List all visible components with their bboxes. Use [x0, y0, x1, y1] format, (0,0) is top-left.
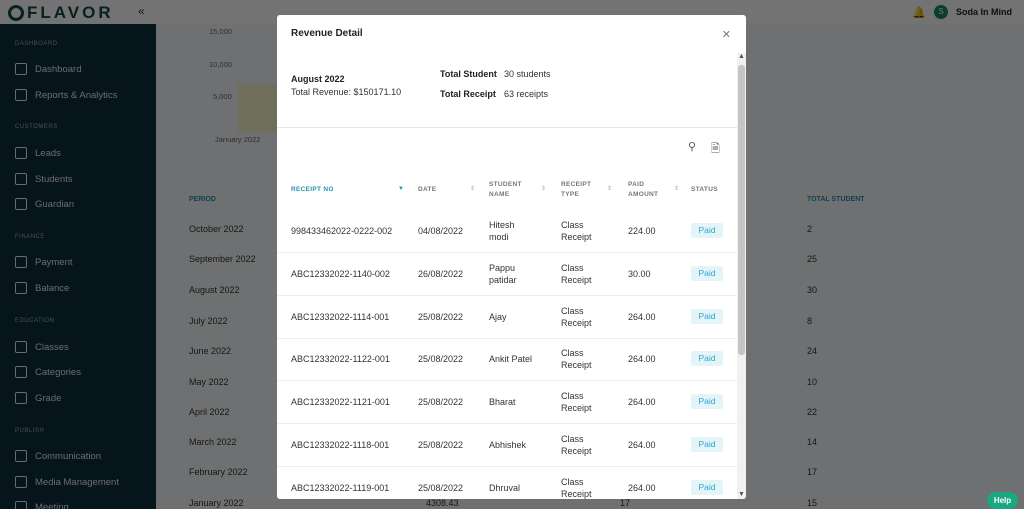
student-name: Ajay	[489, 312, 507, 322]
status-badge: Paid	[691, 309, 723, 324]
receipt-type: Class	[561, 477, 584, 487]
total-receipt-value: 63 receipts	[504, 89, 549, 99]
total-receipt-label: Total Receipt	[440, 89, 496, 99]
sort-icon[interactable]: ⇕	[674, 186, 680, 192]
status-badge: Paid	[691, 351, 723, 366]
total-student-value: 30 students	[504, 69, 551, 79]
status-badge: Paid	[691, 266, 723, 281]
receipt-type: Receipt	[561, 403, 592, 413]
receipt-type: Receipt	[561, 360, 592, 370]
receipt-type: Receipt	[561, 489, 592, 499]
student-name: Pappu	[489, 263, 516, 273]
column-header-paid-amount[interactable]: PAID AMOUNT	[628, 181, 659, 198]
receipt-type: Class	[561, 220, 584, 230]
paid-amount: 264.00	[628, 312, 656, 322]
column-header-receipt-no[interactable]: RECEIPT NO	[291, 186, 334, 193]
receipt-no: ABC12332022-1122-001	[291, 354, 390, 364]
student-name: Hitesh	[489, 220, 515, 230]
divider	[277, 127, 737, 128]
receipt-date: 04/08/2022	[418, 226, 464, 236]
receipt-type: Receipt	[561, 318, 592, 328]
receipt-no: ABC12332022-1118-001	[291, 440, 390, 450]
modal-title: Revenue Detail	[291, 28, 363, 39]
sort-icon[interactable]: ⇕	[541, 186, 547, 192]
receipt-no: 998433462022-0222-002	[291, 226, 393, 236]
summary-period: August 2022	[291, 74, 345, 84]
receipt-no: ABC12332022-1121-001	[291, 397, 390, 407]
summary-total-revenue: Total Revenue: $150171.10	[291, 87, 402, 97]
status-badge: Paid	[691, 437, 723, 452]
column-header-date[interactable]: DATE	[418, 186, 437, 193]
student-name: modi	[489, 232, 509, 242]
paid-amount: 264.00	[628, 440, 656, 450]
receipt-type: Receipt	[561, 232, 592, 242]
status-badge: Paid	[691, 394, 723, 409]
table-row[interactable]	[277, 296, 737, 339]
receipt-date: 25/08/2022	[418, 354, 464, 364]
sort-icon[interactable]: ⇕	[470, 186, 476, 192]
receipt-date: 25/08/2022	[418, 440, 464, 450]
receipt-no: ABC12332022-1114-001	[291, 312, 390, 322]
paid-amount: 264.00	[628, 354, 656, 364]
modal-scrollbar[interactable]	[737, 53, 746, 499]
receipt-date: 25/08/2022	[418, 397, 464, 407]
total-student-label: Total Student	[440, 69, 497, 79]
receipt-type: Class	[561, 434, 584, 444]
receipt-date: 26/08/2022	[418, 269, 464, 279]
student-name: Abhishek	[489, 440, 527, 450]
table-row[interactable]	[277, 210, 737, 253]
paid-amount: 30.00	[628, 269, 651, 279]
receipt-type: Receipt	[561, 446, 592, 456]
table-row[interactable]	[277, 381, 737, 424]
receipt-type: Class	[561, 348, 584, 358]
search-icon[interactable]: ⚲	[688, 141, 697, 153]
revenue-detail-modal	[277, 15, 746, 499]
student-name: Ankit Patel	[489, 354, 533, 364]
column-header-status: STATUS	[691, 186, 718, 193]
export-icon[interactable]: 🗎	[711, 143, 720, 155]
paid-amount: 224.00	[628, 226, 656, 236]
table-row[interactable]	[277, 253, 737, 296]
receipt-type: Class	[561, 306, 584, 316]
receipt-no: ABC12332022-1140-002	[291, 269, 390, 279]
column-header-receipt-type[interactable]: RECEIPT TYPE	[561, 181, 592, 198]
receipt-no: ABC12332022-1119-001	[291, 483, 390, 493]
close-icon[interactable]: ✕	[721, 29, 731, 41]
receipt-date: 25/08/2022	[418, 483, 464, 493]
student-name: patidar	[489, 275, 517, 285]
receipt-type: Class	[561, 391, 584, 401]
receipt-type: Receipt	[561, 275, 592, 285]
student-name: Bharat	[489, 397, 516, 407]
scroll-up-icon[interactable]: ▲	[738, 53, 745, 60]
help-button[interactable]: Help	[987, 492, 1018, 509]
sort-icon[interactable]: ⇕	[607, 186, 613, 192]
student-name: Dhruval	[489, 483, 521, 493]
receipt-type: Class	[561, 263, 584, 273]
paid-amount: 264.00	[628, 483, 656, 493]
table-row[interactable]	[277, 424, 737, 467]
scroll-down-icon[interactable]: ▼	[738, 491, 745, 498]
sort-desc-icon[interactable]: ▼	[398, 186, 404, 192]
table-row[interactable]	[277, 467, 737, 499]
paid-amount: 264.00	[628, 397, 656, 407]
scroll-thumb[interactable]	[738, 65, 745, 355]
status-badge: Paid	[691, 480, 723, 495]
column-header-student-name[interactable]: STUDENT NAME	[489, 181, 522, 198]
status-badge: Paid	[691, 223, 723, 238]
table-row[interactable]	[277, 338, 737, 381]
receipt-date: 25/08/2022	[418, 312, 464, 322]
